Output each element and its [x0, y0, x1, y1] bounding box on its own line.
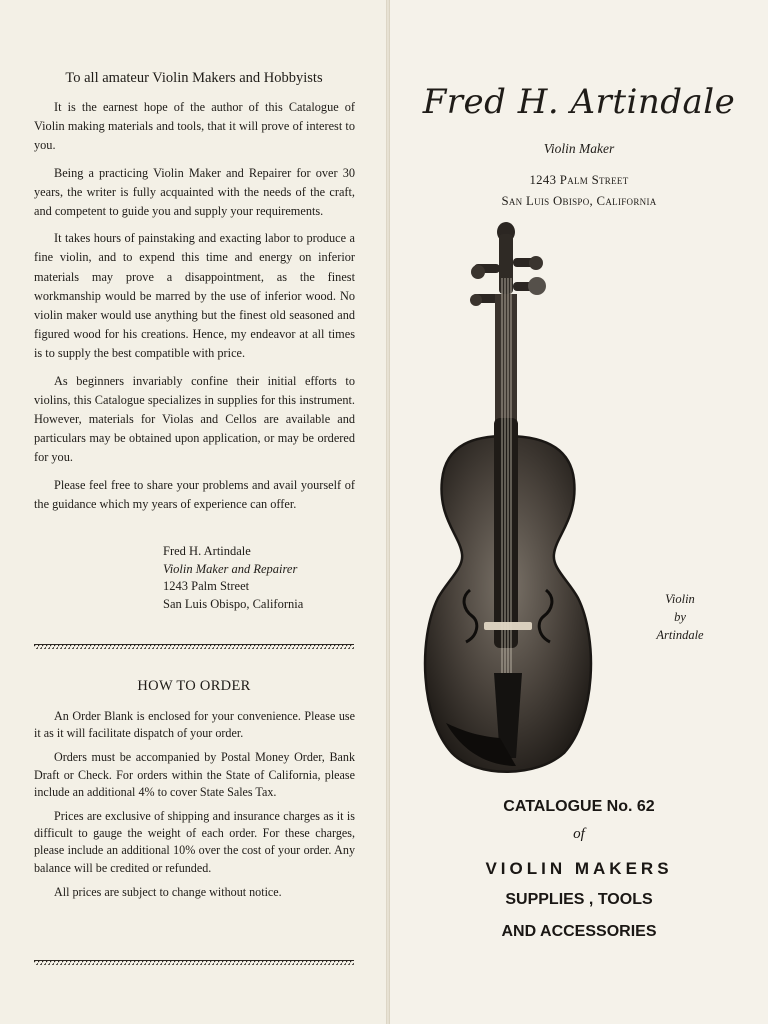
signature-street: 1243 Palm Street [163, 579, 250, 593]
violin-icon [416, 218, 600, 778]
intro-paragraph: Being a practicing Violin Maker and Repairer for over 30 years, the writer is fully acquainted with the needs of the craft, and competent to guide you and supply your requirements. [34, 165, 355, 219]
decorative-rule-top [34, 644, 354, 650]
order-paragraph: An Order Blank is enclosed for your convenience. Please use it as it will facilitate dispatch of your order. [34, 709, 355, 741]
of-line: of [573, 826, 585, 842]
order-paragraph: Prices are exclusive of shipping and insurance charges as it is difficult to gauge the weight of each order. For these charges, please include an additional 10% over the cost of your order. Any balance will be credited or refunded. [34, 809, 355, 875]
decorative-rule-bottom [34, 960, 354, 966]
signature-city: San Luis Obispo, California [163, 596, 304, 611]
maker-title: Violin Maker [543, 141, 615, 156]
supplies-tools-line: SUPPLIES , TOOLS [505, 891, 653, 908]
accessories-line: AND ACCESSORIES [501, 923, 657, 940]
caption-line: by [674, 610, 686, 624]
catalogue-number: CATALOGUE No. 62 [503, 798, 655, 815]
intro-heading: To all amateur Violin Makers and Hobbyists [65, 70, 323, 86]
signature-block [163, 543, 303, 613]
address-line-1: 1243 Palm Street [529, 173, 629, 187]
intro-paragraph: It takes hours of painstaking and exacting labor to produce a fine violin, and to expend this time and energy on inferior materials may prove a disappointment, as the finest workmanship would be marred by the use of inferior wood. No violin maker would use anything but the finest old seasoned and figured wood for his creations. Hence, my endeavor at all times is to supply the best compatible with price. [34, 231, 355, 361]
order-paragraph: All prices are subject to change without notice. [54, 884, 282, 899]
violin-illustration [416, 218, 600, 778]
intro-paragraph: Please feel free to share your problems and avail yourself of the guidance which my years of experience can offer. [34, 477, 355, 511]
caption-line: Artindale [656, 628, 704, 642]
caption-line: Violin [665, 592, 695, 606]
maker-name-script: Fred H. Artindale [422, 82, 736, 122]
intro-paragraph: As beginners invariably confine their initial efforts to violins, this Catalogue specializes in supplies for this instrument. However, materials for Violas and Cellos are available and particulars may be obtained upon application, or may be ordered for you. [34, 373, 355, 465]
signature-name: Fred H. Artindale [163, 544, 251, 558]
order-body [34, 708, 355, 908]
order-paragraph: Orders must be accompanied by Postal Money Order, Bank Draft or Check. For orders within the State of California, please include an additional 4% to cover State Sales Tax. [34, 750, 355, 799]
intro-paragraph: It is the earnest hope of the author of this Catalogue of Violin making materials and tools, that it will prove of interest to you. [34, 100, 355, 153]
signature-title: Violin Maker and Repairer [163, 561, 298, 576]
how-to-order-heading: HOW TO ORDER [137, 678, 251, 694]
address-line-2: San Luis Obispo, California [501, 194, 657, 208]
violin-makers-line: VIOLIN MAKERS [485, 859, 673, 878]
intro-body [34, 98, 355, 522]
violin-caption [640, 590, 720, 644]
